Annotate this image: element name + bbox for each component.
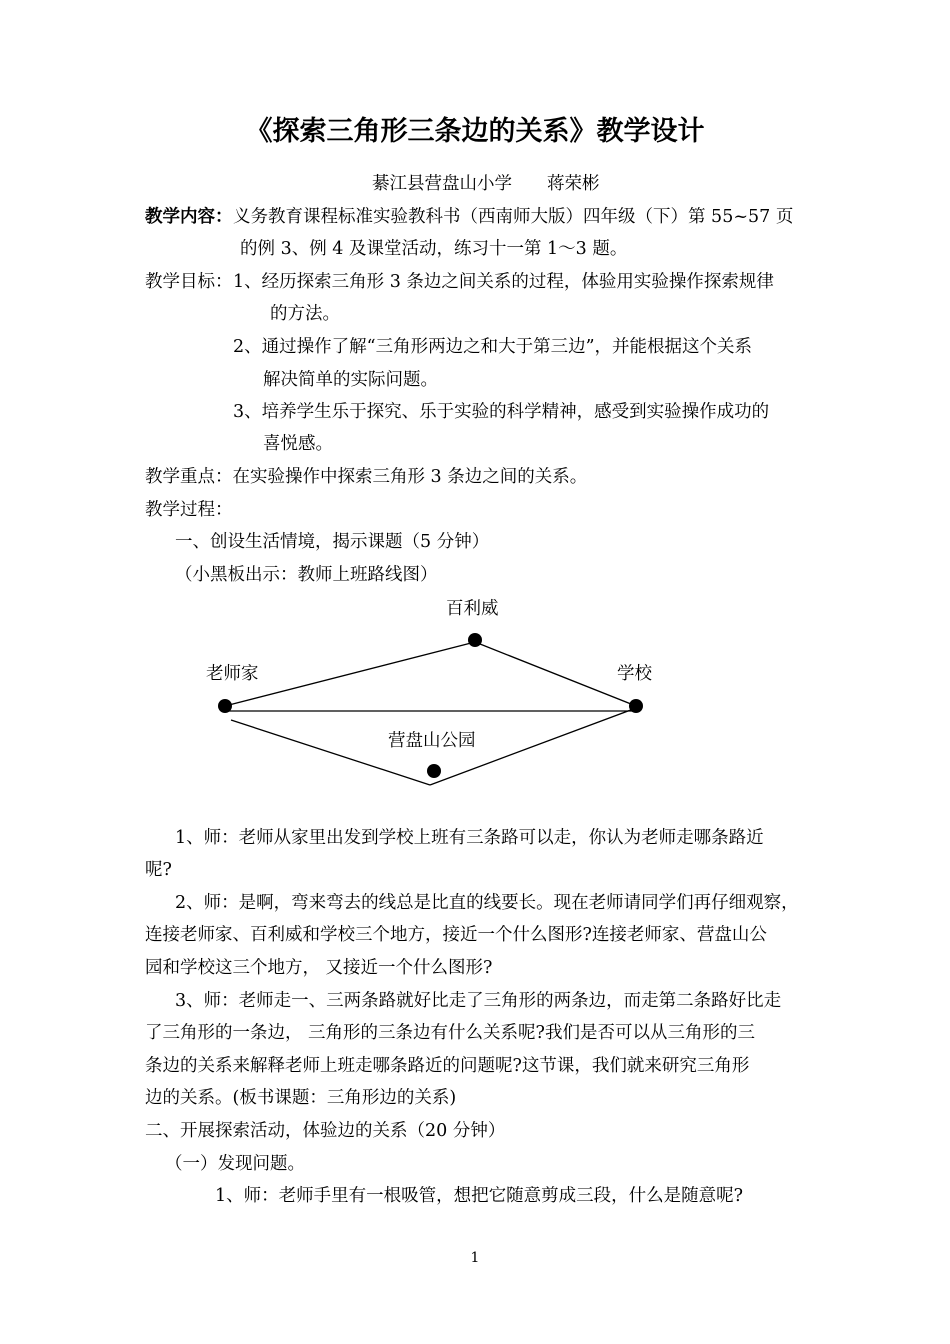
content-line-2: 的例 3、例 4 及课堂活动，练习十一第 1～3 题。 (240, 239, 628, 259)
paragraph-2-line-2: 连接老师家、百利威和学校三个地方，接近一个什么图形?连接老师家、营盘山公 (145, 925, 767, 945)
paragraph-3-line-1: 3、师：老师走一、三两条路就好比走了三角形的两条边，而走第二条路好比走 (175, 991, 782, 1011)
document-title: 《探索三角形三条边的关系》教学设计 (245, 116, 705, 147)
paragraph-1-line-1: 1、师：老师从家里出发到学校上班有三条路可以走，你认为老师走哪条路近 (175, 828, 764, 848)
route-bailiwei-to-school (475, 642, 636, 706)
paragraph-3-line-4: 边的关系。(板书课题：三角形边的关系) (145, 1088, 457, 1108)
section-2-heading: 二、开展探索活动，体验边的关系（20 分钟） (145, 1121, 506, 1141)
paragraph-3-line-2: 了三角形的一条边， 三角形的三条边有什么关系呢?我们是否可以从三角形的三 (145, 1023, 755, 1043)
page-number: 1 (470, 1250, 480, 1266)
goal-1-line-2: 的方法。 (270, 304, 340, 324)
subsection-1-heading: （一）发现问题。 (165, 1154, 305, 1174)
home-dot (218, 699, 232, 713)
map-label-bailiwei: 百利威 (446, 599, 499, 619)
map-label-school: 学校 (617, 664, 652, 684)
board-note: （小黑板出示：教师上班路线图） (175, 565, 438, 585)
question-1: 1、师：老师手里有一根吸管，想把它随意剪成三段，什么是随意呢? (215, 1186, 744, 1206)
paragraph-1-line-2: 呢? (145, 860, 172, 880)
goal-2-line-1: 2、通过操作了解“三角形两边之和大于第三边”，并能根据这个关系 (233, 337, 753, 357)
park-dot (427, 764, 441, 778)
goal-2-line-2: 解决简单的实际问题。 (263, 370, 438, 390)
paragraph-3-line-3: 条边的关系来解释老师上班走哪条路近的问题呢?这节课，我们就来研究三角形 (145, 1056, 750, 1076)
route-lines (225, 642, 636, 785)
key-point: 教学重点：在实验操作中探索三角形 3 条边之间的关系。 (145, 467, 588, 487)
route-home-to-bailiwei (225, 642, 475, 706)
paragraph-2-line-1: 2、师：是啊，弯来弯去的线总是比直的线要长。现在老师请同学们再仔细观察， (175, 893, 799, 913)
school-dot (629, 699, 643, 713)
bailiwei-dot (468, 633, 482, 647)
author-line: 綦江县营盘山小学 蒋荣彬 (372, 174, 600, 194)
section-1-heading: 一、创设生活情境，揭示课题（5 分钟） (175, 532, 490, 552)
process-label: 教学过程： (145, 500, 233, 520)
content-label: 教学内容： (145, 207, 233, 227)
goal-3-line-2: 喜悦感。 (263, 434, 333, 454)
paragraph-2-line-3: 园和学校这三个地方， 又接近一个什么图形? (145, 958, 493, 978)
goal-label: 教学目标： (145, 272, 233, 292)
map-label-home: 老师家 (206, 664, 259, 684)
goal-3-line-1: 3、培养学生乐于探究、乐于实验的科学精神，感受到实验操作成功的 (233, 402, 770, 422)
content-line-1: 义务教育课程标准实验教科书（西南师大版）四年级（下）第 55~57 页 (233, 207, 794, 227)
map-label-park: 营盘山公园 (388, 731, 476, 751)
goal-1-line-1: 1、经历探索三角形 3 条边之间关系的过程，体验用实验操作探索规律 (233, 272, 774, 292)
